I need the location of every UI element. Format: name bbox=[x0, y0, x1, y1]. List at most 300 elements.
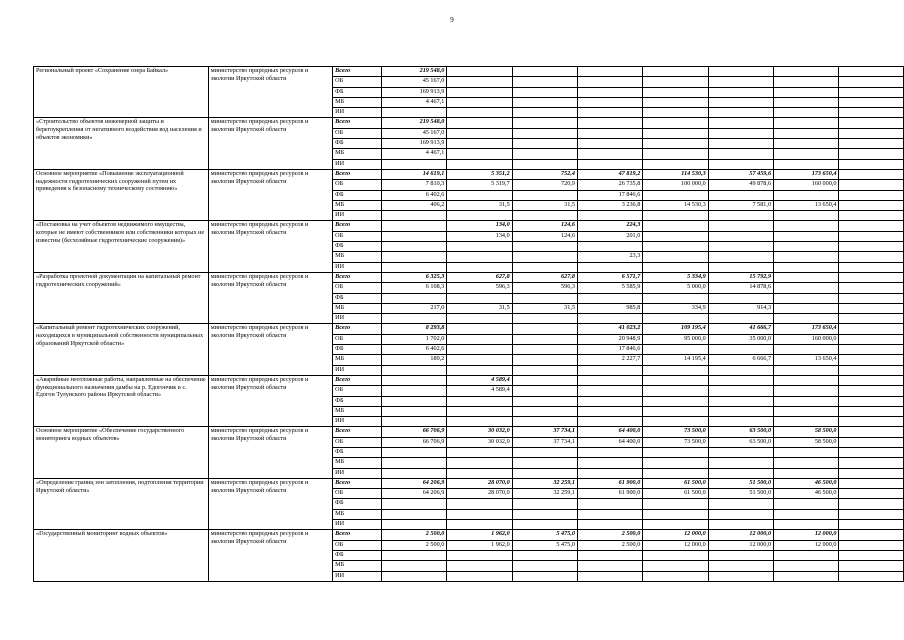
amount-cell bbox=[774, 293, 839, 303]
amount-cell bbox=[643, 468, 708, 478]
amount-cell bbox=[381, 262, 446, 272]
amount-cell: 219 548,0 bbox=[381, 67, 446, 77]
amount-cell bbox=[839, 489, 904, 499]
amount-cell bbox=[643, 365, 708, 375]
amount-cell bbox=[774, 447, 839, 457]
amount-cell: 30 032,0 bbox=[447, 437, 512, 447]
amount-cell bbox=[839, 139, 904, 149]
funding-source-label: ИИ bbox=[333, 417, 382, 427]
amount-cell bbox=[447, 190, 512, 200]
amount-cell bbox=[774, 149, 839, 159]
amount-cell bbox=[643, 118, 708, 128]
amount-cell bbox=[839, 87, 904, 97]
amount-cell bbox=[447, 345, 512, 355]
amount-cell bbox=[577, 77, 642, 87]
funding-source-label: ФБ bbox=[333, 190, 382, 200]
amount-cell bbox=[512, 468, 577, 478]
amount-cell bbox=[381, 468, 446, 478]
amount-cell bbox=[447, 417, 512, 427]
amount-cell bbox=[774, 458, 839, 468]
amount-cell: 51 500,0 bbox=[708, 489, 773, 499]
funding-source-label: ФБ bbox=[333, 87, 382, 97]
amount-cell bbox=[512, 252, 577, 262]
amount-cell bbox=[447, 355, 512, 365]
amount-cell: 596,3 bbox=[447, 283, 512, 293]
table-row bbox=[34, 67, 904, 77]
amount-cell bbox=[708, 139, 773, 149]
amount-cell bbox=[577, 242, 642, 252]
amount-cell: 627,8 bbox=[512, 272, 577, 282]
funding-source-label: Всего bbox=[333, 478, 382, 488]
amount-cell bbox=[839, 252, 904, 262]
amount-cell bbox=[708, 386, 773, 396]
amount-cell: 12 000,0 bbox=[774, 530, 839, 540]
amount-cell: 5 351,2 bbox=[447, 169, 512, 179]
funding-source-label: ФБ bbox=[333, 139, 382, 149]
amount-cell: 4 467,1 bbox=[381, 149, 446, 159]
amount-cell bbox=[774, 499, 839, 509]
amount-cell bbox=[447, 550, 512, 560]
amount-cell: 334,9 bbox=[643, 303, 708, 313]
amount-cell bbox=[577, 262, 642, 272]
amount-cell bbox=[839, 375, 904, 385]
funding-source-label: ИИ bbox=[333, 520, 382, 530]
measure-name: «Определение границ зон затопления, подтопления территории Иркутской области» bbox=[34, 478, 209, 529]
amount-cell bbox=[839, 334, 904, 344]
amount-cell bbox=[774, 386, 839, 396]
amount-cell bbox=[381, 211, 446, 221]
amount-cell bbox=[512, 324, 577, 334]
amount-cell bbox=[774, 262, 839, 272]
amount-cell: 752,4 bbox=[512, 169, 577, 179]
funding-source-label: Всего bbox=[333, 272, 382, 282]
amount-cell bbox=[708, 345, 773, 355]
amount-cell bbox=[512, 447, 577, 457]
amount-cell bbox=[447, 149, 512, 159]
table-row bbox=[34, 272, 904, 282]
amount-cell bbox=[447, 468, 512, 478]
amount-cell bbox=[774, 211, 839, 221]
amount-cell bbox=[577, 468, 642, 478]
amount-cell: 100 000,0 bbox=[643, 180, 708, 190]
amount-cell: 6 571,7 bbox=[577, 272, 642, 282]
amount-cell bbox=[708, 242, 773, 252]
amount-cell bbox=[774, 375, 839, 385]
funding-source-label: ФБ bbox=[333, 550, 382, 560]
amount-cell bbox=[839, 149, 904, 159]
funding-source-label: Всего bbox=[333, 530, 382, 540]
amount-cell: 109 195,4 bbox=[643, 324, 708, 334]
amount-cell bbox=[643, 97, 708, 107]
amount-cell: 1 962,0 bbox=[447, 530, 512, 540]
amount-cell: 47 819,2 bbox=[577, 169, 642, 179]
amount-cell bbox=[839, 520, 904, 530]
amount-cell bbox=[447, 77, 512, 87]
amount-cell: 1 962,0 bbox=[447, 540, 512, 550]
amount-cell: 201,0 bbox=[577, 231, 642, 241]
amount-cell: 12 000,0 bbox=[774, 540, 839, 550]
amount-cell bbox=[643, 499, 708, 509]
amount-cell bbox=[447, 108, 512, 118]
measure-name: «Строительство объектов инженерной защиты и берегоукрепления от негативного воздействия вод населения и объектов экономики» bbox=[34, 118, 209, 169]
amount-cell bbox=[512, 396, 577, 406]
amount-cell bbox=[708, 375, 773, 385]
amount-cell: 12 000,0 bbox=[708, 540, 773, 550]
amount-cell bbox=[447, 561, 512, 571]
amount-cell: 7 581,0 bbox=[708, 200, 773, 210]
amount-cell: 2 500,0 bbox=[577, 530, 642, 540]
funding-source-label: ОБ bbox=[333, 489, 382, 499]
amount-cell: 7 810,3 bbox=[381, 180, 446, 190]
amount-cell: 41 666,7 bbox=[708, 324, 773, 334]
amount-cell bbox=[512, 520, 577, 530]
amount-cell bbox=[381, 509, 446, 519]
measure-name: «Государственный мониторинг водных объектов» bbox=[34, 530, 209, 581]
amount-cell bbox=[447, 324, 512, 334]
amount-cell bbox=[577, 520, 642, 530]
funding-source-label: МБ bbox=[333, 149, 382, 159]
amount-cell bbox=[839, 283, 904, 293]
amount-cell: 8 293,8 bbox=[381, 324, 446, 334]
amount-cell bbox=[708, 108, 773, 118]
amount-cell: 28 070,0 bbox=[447, 478, 512, 488]
amount-cell bbox=[839, 365, 904, 375]
amount-cell bbox=[643, 520, 708, 530]
amount-cell bbox=[577, 499, 642, 509]
amount-cell: 41 023,2 bbox=[577, 324, 642, 334]
amount-cell bbox=[512, 242, 577, 252]
amount-cell bbox=[839, 242, 904, 252]
funding-source-label: ИИ bbox=[333, 314, 382, 324]
amount-cell bbox=[577, 118, 642, 128]
amount-cell bbox=[512, 355, 577, 365]
funding-source-label: МБ bbox=[333, 97, 382, 107]
amount-cell: 49 878,6 bbox=[708, 180, 773, 190]
amount-cell bbox=[447, 252, 512, 262]
amount-cell bbox=[512, 190, 577, 200]
amount-cell bbox=[839, 386, 904, 396]
amount-cell bbox=[447, 242, 512, 252]
amount-cell bbox=[708, 293, 773, 303]
executor-name: министерство природных ресурсов и экологии Иркутской области bbox=[208, 221, 332, 272]
amount-cell bbox=[643, 458, 708, 468]
executor-name: министерство природных ресурсов и экологии Иркутской области bbox=[208, 118, 332, 169]
amount-cell bbox=[643, 77, 708, 87]
amount-cell: 5 475,0 bbox=[512, 530, 577, 540]
funding-source-label: ФБ bbox=[333, 345, 382, 355]
amount-cell bbox=[643, 406, 708, 416]
amount-cell bbox=[839, 427, 904, 437]
amount-cell bbox=[774, 509, 839, 519]
funding-source-label: Всего bbox=[333, 118, 382, 128]
amount-cell bbox=[381, 314, 446, 324]
amount-cell: 914,3 bbox=[708, 303, 773, 313]
amount-cell bbox=[643, 139, 708, 149]
amount-cell: 406,2 bbox=[381, 200, 446, 210]
measure-name: Основное мероприятие «Обеспечение государственного мониторинга водных объектов» bbox=[34, 427, 209, 478]
amount-cell bbox=[643, 252, 708, 262]
amount-cell bbox=[839, 458, 904, 468]
amount-cell: 63 500,0 bbox=[708, 427, 773, 437]
measure-name: Региональный проект «Сохранение озера Байкал» bbox=[34, 67, 209, 118]
amount-cell: 169 913,9 bbox=[381, 139, 446, 149]
amount-cell bbox=[708, 252, 773, 262]
page-number: 9 bbox=[450, 16, 454, 24]
amount-cell: 217,0 bbox=[381, 303, 446, 313]
amount-cell bbox=[774, 128, 839, 138]
amount-cell: 627,8 bbox=[447, 272, 512, 282]
amount-cell: 37 734,1 bbox=[512, 437, 577, 447]
measure-name: «Капитальный ремонт гидротехнических сооружений, находящихся в муниципальной собственности муниципальных образований Иркутской области» bbox=[34, 324, 209, 375]
funding-source-label: Всего bbox=[333, 375, 382, 385]
amount-cell bbox=[381, 386, 446, 396]
amount-cell bbox=[708, 571, 773, 581]
funding-source-label: ФБ bbox=[333, 447, 382, 457]
amount-cell: 3 236,8 bbox=[577, 200, 642, 210]
amount-cell bbox=[643, 149, 708, 159]
amount-cell bbox=[708, 468, 773, 478]
table-row bbox=[34, 221, 904, 231]
amount-cell bbox=[839, 468, 904, 478]
amount-cell: 28 070,0 bbox=[447, 489, 512, 499]
amount-cell bbox=[512, 386, 577, 396]
amount-cell: 5 585,9 bbox=[577, 283, 642, 293]
amount-cell bbox=[577, 406, 642, 416]
amount-cell bbox=[708, 128, 773, 138]
amount-cell bbox=[774, 221, 839, 231]
amount-cell bbox=[643, 190, 708, 200]
amount-cell: 720,9 bbox=[512, 180, 577, 190]
amount-cell bbox=[774, 87, 839, 97]
amount-cell bbox=[774, 139, 839, 149]
amount-cell: 14 878,6 bbox=[708, 283, 773, 293]
amount-cell bbox=[708, 87, 773, 97]
amount-cell bbox=[839, 540, 904, 550]
amount-cell: 64 400,0 bbox=[577, 437, 642, 447]
amount-cell bbox=[643, 571, 708, 581]
amount-cell bbox=[774, 77, 839, 87]
amount-cell bbox=[774, 97, 839, 107]
funding-source-label: Всего bbox=[333, 427, 382, 437]
amount-cell bbox=[774, 406, 839, 416]
amount-cell bbox=[839, 447, 904, 457]
amount-cell bbox=[643, 447, 708, 457]
amount-cell bbox=[447, 447, 512, 457]
measure-name: Основное мероприятие «Повышение эксплуатационной надежности гидротехнических сооружений путем их приведения к безопасному техническому состоянию» bbox=[34, 169, 209, 220]
amount-cell bbox=[512, 118, 577, 128]
amount-cell bbox=[512, 293, 577, 303]
amount-cell bbox=[839, 303, 904, 313]
amount-cell: 32 259,1 bbox=[512, 489, 577, 499]
amount-cell bbox=[708, 499, 773, 509]
amount-cell bbox=[774, 231, 839, 241]
funding-source-label: ОБ bbox=[333, 386, 382, 396]
funding-source-label: ОБ bbox=[333, 437, 382, 447]
amount-cell bbox=[839, 159, 904, 169]
amount-cell bbox=[577, 314, 642, 324]
amount-cell bbox=[774, 571, 839, 581]
amount-cell bbox=[839, 396, 904, 406]
amount-cell bbox=[643, 108, 708, 118]
amount-cell bbox=[381, 458, 446, 468]
amount-cell bbox=[447, 159, 512, 169]
funding-source-label: ИИ bbox=[333, 365, 382, 375]
amount-cell bbox=[774, 108, 839, 118]
amount-cell: 5 319,7 bbox=[447, 180, 512, 190]
amount-cell: 73 500,0 bbox=[643, 437, 708, 447]
budget-table bbox=[33, 66, 904, 582]
amount-cell: 6 402,6 bbox=[381, 345, 446, 355]
amount-cell bbox=[643, 211, 708, 221]
amount-cell: 1 702,0 bbox=[381, 334, 446, 344]
amount-cell bbox=[512, 417, 577, 427]
amount-cell bbox=[512, 334, 577, 344]
amount-cell bbox=[512, 97, 577, 107]
amount-cell: 12 000,0 bbox=[643, 540, 708, 550]
funding-source-label: МБ bbox=[333, 303, 382, 313]
amount-cell bbox=[839, 190, 904, 200]
table-row bbox=[34, 118, 904, 128]
amount-cell: 14 195,4 bbox=[643, 355, 708, 365]
funding-source-label: ОБ bbox=[333, 283, 382, 293]
amount-cell: 61 500,0 bbox=[643, 489, 708, 499]
amount-cell bbox=[839, 530, 904, 540]
amount-cell bbox=[708, 118, 773, 128]
amount-cell: 31,5 bbox=[447, 303, 512, 313]
amount-cell bbox=[774, 314, 839, 324]
amount-cell: 124,6 bbox=[512, 231, 577, 241]
amount-cell bbox=[577, 417, 642, 427]
funding-source-label: МБ bbox=[333, 509, 382, 519]
funding-source-label: ИИ bbox=[333, 262, 382, 272]
amount-cell bbox=[839, 355, 904, 365]
amount-cell bbox=[774, 561, 839, 571]
amount-cell bbox=[839, 324, 904, 334]
amount-cell bbox=[839, 128, 904, 138]
amount-cell: 124,6 bbox=[512, 221, 577, 231]
amount-cell bbox=[447, 396, 512, 406]
amount-cell bbox=[774, 252, 839, 262]
amount-cell: 6 108,3 bbox=[381, 283, 446, 293]
table-row bbox=[34, 169, 904, 179]
amount-cell bbox=[839, 231, 904, 241]
amount-cell bbox=[839, 571, 904, 581]
amount-cell: 134,0 bbox=[447, 221, 512, 231]
amount-cell bbox=[512, 458, 577, 468]
amount-cell bbox=[774, 283, 839, 293]
executor-name: министерство природных ресурсов и экологии Иркутской области bbox=[208, 272, 332, 323]
amount-cell bbox=[708, 211, 773, 221]
amount-cell bbox=[839, 67, 904, 77]
amount-cell bbox=[774, 190, 839, 200]
amount-cell bbox=[577, 293, 642, 303]
amount-cell bbox=[447, 406, 512, 416]
amount-cell bbox=[381, 159, 446, 169]
amount-cell bbox=[643, 221, 708, 231]
amount-cell bbox=[381, 396, 446, 406]
amount-cell bbox=[512, 77, 577, 87]
funding-source-label: ОБ bbox=[333, 180, 382, 190]
executor-name: министерство природных ресурсов и экологии Иркутской области bbox=[208, 169, 332, 220]
amount-cell bbox=[643, 396, 708, 406]
amount-cell bbox=[381, 561, 446, 571]
table-row bbox=[34, 478, 904, 488]
amount-cell bbox=[512, 87, 577, 97]
amount-cell bbox=[643, 87, 708, 97]
funding-source-label: Всего bbox=[333, 324, 382, 334]
amount-cell bbox=[708, 447, 773, 457]
amount-cell bbox=[512, 149, 577, 159]
amount-cell bbox=[839, 262, 904, 272]
amount-cell bbox=[381, 417, 446, 427]
amount-cell: 12 000,0 bbox=[643, 530, 708, 540]
funding-source-label: ОБ bbox=[333, 540, 382, 550]
funding-source-label: МБ bbox=[333, 200, 382, 210]
amount-cell bbox=[381, 252, 446, 262]
amount-cell bbox=[643, 67, 708, 77]
amount-cell bbox=[774, 365, 839, 375]
amount-cell: 173 650,4 bbox=[774, 169, 839, 179]
table-row bbox=[34, 530, 904, 540]
amount-cell bbox=[447, 262, 512, 272]
amount-cell bbox=[512, 571, 577, 581]
amount-cell: 26 735,8 bbox=[577, 180, 642, 190]
measure-name: «Аварийные неотложные работы, направленные на обеспечение функционального назначения дамбы на р. Едогончик в с. Едогон Тулунского района Иркутской области» bbox=[34, 375, 209, 426]
amount-cell: 6 402,6 bbox=[381, 190, 446, 200]
amount-cell bbox=[512, 108, 577, 118]
executor-name: министерство природных ресурсов и экологии Иркутской области bbox=[208, 427, 332, 478]
amount-cell bbox=[643, 242, 708, 252]
amount-cell bbox=[708, 406, 773, 416]
executor-name: министерство природных ресурсов и экологии Иркутской области bbox=[208, 478, 332, 529]
amount-cell: 30 032,0 bbox=[447, 427, 512, 437]
funding-source-label: ИИ bbox=[333, 159, 382, 169]
amount-cell: 46 500,0 bbox=[774, 489, 839, 499]
amount-cell bbox=[577, 458, 642, 468]
amount-cell: 73 500,0 bbox=[643, 427, 708, 437]
amount-cell: 224,3 bbox=[577, 221, 642, 231]
amount-cell bbox=[839, 499, 904, 509]
amount-cell bbox=[643, 550, 708, 560]
amount-cell: 6 325,3 bbox=[381, 272, 446, 282]
amount-cell bbox=[447, 520, 512, 530]
amount-cell bbox=[708, 231, 773, 241]
funding-source-label: МБ bbox=[333, 406, 382, 416]
amount-cell bbox=[708, 77, 773, 87]
amount-cell bbox=[774, 396, 839, 406]
funding-source-label: Всего bbox=[333, 67, 382, 77]
amount-cell bbox=[447, 211, 512, 221]
amount-cell bbox=[774, 118, 839, 128]
amount-cell bbox=[708, 262, 773, 272]
amount-cell bbox=[381, 520, 446, 530]
amount-cell: 64 400,0 bbox=[577, 427, 642, 437]
amount-cell: 2 500,0 bbox=[381, 540, 446, 550]
amount-cell bbox=[708, 221, 773, 231]
amount-cell bbox=[643, 509, 708, 519]
amount-cell bbox=[381, 108, 446, 118]
amount-cell bbox=[512, 159, 577, 169]
amount-cell bbox=[708, 365, 773, 375]
amount-cell bbox=[512, 67, 577, 77]
amount-cell: 4 467,1 bbox=[381, 97, 446, 107]
amount-cell bbox=[708, 314, 773, 324]
funding-source-label: ФБ bbox=[333, 293, 382, 303]
amount-cell bbox=[774, 550, 839, 560]
amount-cell bbox=[447, 293, 512, 303]
amount-cell bbox=[381, 499, 446, 509]
amount-cell bbox=[381, 406, 446, 416]
